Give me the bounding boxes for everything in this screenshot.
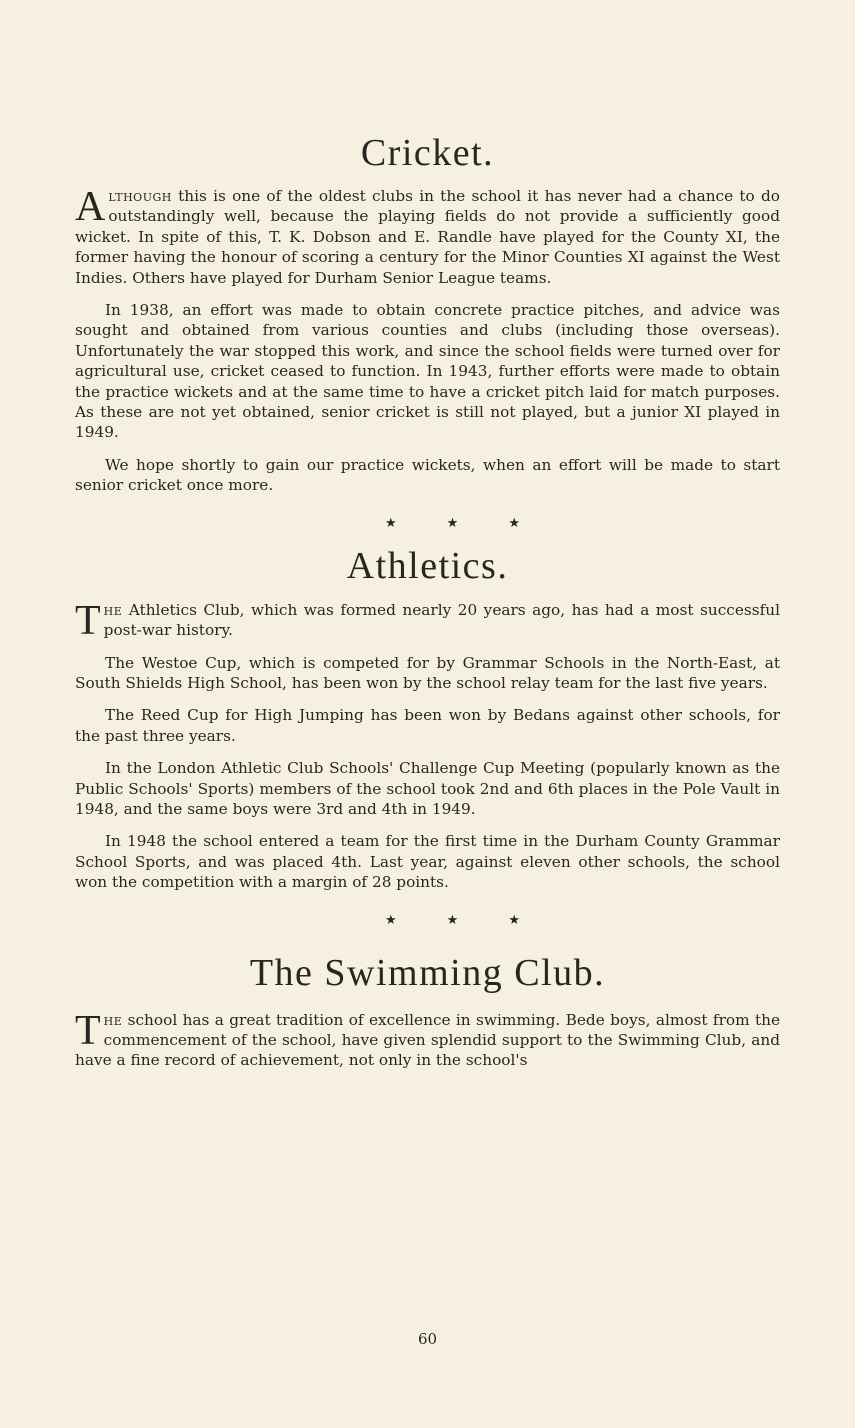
- star-icon: ★: [508, 515, 520, 531]
- cricket-paragraph-2: In 1938, an effort was made to obtain concrete practice pitches, and advice was sought and obtained from various counties and clubs (including those overseas). Unfortunately the war stopped this work, and since the school fields were turned over for agricultural use, cricket ceased to function. In 1943, further efforts were made to obtain the practice wickets and at the same time to have a cricket pitch laid for match purposes. As these are not yet obtained, senior cricket is still not played, but a junior XI played in 1949.: [75, 301, 780, 442]
- athletics-paragraph-2: The Westoe Cup, which is competed for by Grammar Schools in the North-East, at South Shields High School, has been won by the school relay team for the last five years.: [75, 653, 780, 692]
- athletics-heading: Athletics.: [346, 544, 509, 587]
- athletics-paragraph-1: [75, 597, 780, 644]
- star-icon: ★: [508, 912, 520, 928]
- drop-cap: T: [75, 1007, 101, 1054]
- cricket-paragraph-1: [75, 186, 780, 288]
- athletics-section: [75, 541, 780, 893]
- paragraph-text: this is one of the oldest clubs in the school it has never had a chance to do outstandingly well, because the playing fields do not provide a sufficiently good wicket. In spite of this, T. K. Dobson and E. Randle have played for the County XI, the former having the honour of scoring a century for the Minor Counties XI against the West Indies. Others have played for Durham Senior League teams.: [75, 187, 780, 287]
- section-separator: [75, 516, 780, 531]
- small-caps-lead: he: [103, 600, 123, 619]
- star-icon: ★: [385, 912, 397, 928]
- page-number: 60: [417, 1330, 438, 1348]
- cricket-section: [75, 128, 780, 496]
- section-separator: [75, 913, 780, 928]
- star-icon: ★: [385, 515, 397, 531]
- athletics-paragraph-5: In 1948 the school entered a team for the first time in the Durham County Grammar School Sports, and was placed 4th. Last year, against eleven other schools, the school won the competition with a margin of 28 points.: [75, 832, 780, 892]
- small-caps-lead: he: [103, 1010, 123, 1029]
- small-caps-lead: lthough: [108, 187, 172, 205]
- swimming-section: [75, 948, 780, 1071]
- cricket-paragraph-3: We hope shortly to gain our practice wickets, when an effort will be made to start senior cricket once more.: [75, 455, 780, 495]
- swimming-heading: The Swimming Club.: [249, 951, 606, 994]
- cricket-heading: Cricket.: [360, 132, 495, 174]
- swimming-paragraph-1: [75, 1007, 780, 1071]
- star-icon: ★: [446, 912, 459, 928]
- star-icon: ★: [446, 515, 459, 531]
- drop-cap: A: [75, 184, 106, 230]
- paragraph-text: Athletics Club, which was formed nearly 20 years ago, has had a most successful post-war history.: [103, 600, 780, 640]
- drop-cap: T: [75, 597, 101, 644]
- paragraph-text: school has a great tradition of excellence in swimming. Bede boys, almost from the commencement of the school, have given splendid support to the Swimming Club, and have a fine record of achievement, not only in the school's: [75, 1010, 780, 1070]
- athletics-paragraph-4: In the London Athletic Club Schools' Challenge Cup Meeting (popularly known as the Public Schools' Sports) members of the school took 2nd and 6th places in the Pole Vault in 1948, and the same boys were 3rd and 4th in 1949.: [75, 759, 780, 818]
- athletics-paragraph-3: The Reed Cup for High Jumping has been won by Bedans against other schools, for the past three years.: [75, 706, 780, 745]
